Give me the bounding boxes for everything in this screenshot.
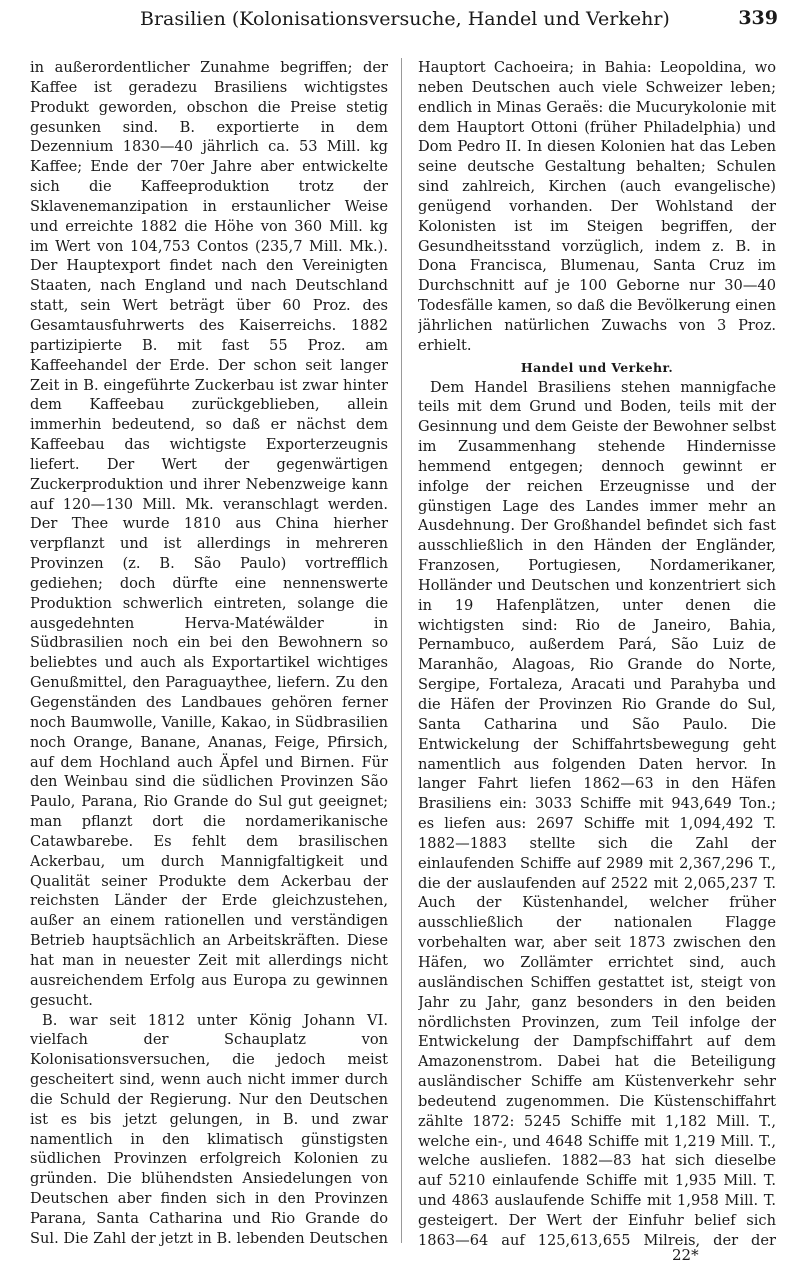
paragraph-coffee-agriculture: in außerordentlicher Zunahme begriffen; der Kaffee ist geradezu Brasiliens wichtigstes Produkt geworden, obschon die Preise stetig gesunken sind. B. exportierte in dem Dezennium 1830—40 jährlich ca. 53 Mill. kg Kaffee; Ende der 70er Jahre aber entwickelte sich die Kaffeeproduktion trotz der Sklavenemanzipation in erstaunlicher Weise und erreichte 1882 die Höhe von 360 Mill. kg im Wert von 104,753 Contos (235,7 Mill. Mk.). Der Hauptexport findet nach den Vereinigten Staaten, nach England und nach Deutschland statt, sein Wert beträgt über 60 Proz. des Gesamtausfuhrwerts des Kaiserreichs. 1882 partizipierte B. mit fast 55 Proz. am Kaffeehandel der Erde. Der schon seit langer Zeit in B. eingeführte Zuckerbau ist zwar hinter dem Kaffeebau zurückgeblieben, allein immerhin bedeutend, so daß er nächst dem Kaffeebau das wichtigste Exporterzeugnis liefert. Der Wert der gegenwärtigen Zuckerproduktion und ihrer Nebenzweige kann auf 120—130 Mill. Mk. veranschlagt werden. Der Thee wurde 1810 aus China hierher verpflanzt und ist allerdings in mehreren Provinzen (z. B. São Paulo) vortrefflich gediehen; doch dürfte eine nennenswerte Produktion schwerlich eintreten, solange die ausgedehnten Herva-Matéwälder in Südbrasilien noch ein bei den Bewohnern so beliebtes und auch als Exportartikel wichtiges Genußmittel, den Paraguaythee, liefern. Zu den Gegenständen des Landbaues gehören ferner noch Baumwolle, Vanille, Kakao, in Südbrasilien noch Orange, Banane, Ananas, Feige, Pfirsich, auf dem Hochland auch Äpfel und Birnen. Für den Weinbau sind die südlichen Provinzen São Paulo, Parana, Rio Grande do Sul gut geeignet; man pflanzt dort die nordamerikanische Catawbarebe. Es fehlt dem brasilischen Ackerbau, um durch Mannigfaltigkeit und Qualität seiner Produkte dem Ackerbau der reichsten Länder der Erde gleichzustehen, außer an einem rationellen und verständigen Betrieb hauptsächlich an Arbeitskräften. Diese hat man in neuester Zeit mit allerdings nicht ausreichendem Erfolg aus Europa zu gewinnen gesucht. xyxy=(30,59,388,1009)
section-heading-trade: Handel und Verkehr. xyxy=(520,359,674,375)
running-title: Brasilien (Kolonisationsversuche, Handel und Verkehr) xyxy=(140,8,670,30)
column-divider xyxy=(401,58,402,1243)
page-header xyxy=(30,0,778,44)
paragraph-colonies-continued: Hauptort Cachoeira; in Bahia: Leopoldina, wo neben Deutschen auch viele Schweizer leben; endlich in Minas Geraës: die Mucurykolonie mit dem Hauptort Ottoni (früher Philadelphia) und Dom Pedro II. In diesen Kolonien hat das Leben seine deutsche Gestaltung behalten; Schulen sind zahlreich, Kirchen (auch evangelische) genügend vorhanden. Der Wohlstand der Kolonisten ist im Steigen begriffen, der Gesundheitsstand vorzüglich, indem z. B. in Dona Francisca, Blumenau, Santa Cruz im Durchschnitt auf je 100 Geborne nur 30—40 Todesfälle kamen, so daß die Bevölkerung einen jährlichen natürlichen Zuwachs von 3 Proz. erhielt. xyxy=(418,59,776,354)
page-number: 339 xyxy=(738,7,778,29)
paragraph-colonization: B. war seit 1812 unter König Johann VI. vielfach der Schauplatz von Kolonisationsversuchen, die jedoch meist gescheitert sind, wenn auch nicht immer durch die Schuld der Regierung. Nur den Deutschen ist es bis jetzt gelungen, in B. und zwar namentlich in den klimatisch günstigsten südlichen Provinzen erfolgreich Kolonien zu gründen. Die blühendsten Ansiedelungen von Deutschen aber finden sich in den Provinzen Parana, Santa Catharina und Rio Grande do Sul. Die Zahl der jetzt in B. lebenden Deutschen xyxy=(30,1011,388,1247)
right-column xyxy=(418,58,776,1248)
sheet-signature: 22* xyxy=(672,1246,699,1264)
left-column xyxy=(30,58,388,1248)
paragraph-trade: Dem Handel Brasiliens stehen mannigfache teils mit dem Grund und Boden, teils mit der Gesinnung und dem Geiste der Bewohner selbst im Zusammenhang stehende Hindernisse hemmend entgegen; dennoch gewinnt er infolge der reichen Erzeugnisse und der günstigen Lage des Landes immer mehr an Ausdehnung. Der Großhandel befindet sich fast ausschließlich in den Händen der Engländer, Franzosen, Portugiesen, Nordamerikaner, Holländer und Deutschen und konzentriert sich in 19 Hafenplätzen, unter denen die wichtigsten sind: Rio de Janeiro, Bahia, Pernambuco, außerdem Pará, São Luiz de Maranhão, Alagoas, Rio Grande do Norte, Sergipe, Fortaleza, Aracati und Parahyba und die Häfen der Provinzen Rio Grande do Sul, Santa Catharina und São Paulo. Die Entwickelung der Schiffahrtsbewegung geht namentlich aus folgenden Daten hervor. In langer Fahrt liefen 1862—63 in den Häfen Brasiliens ein: 3033 Schiffe mit 943,649 Ton.; es liefen aus: 2697 Schiffe mit 1,094,492 T. 1882—1883 stellte sich die Zahl der einlaufenden Schiffe auf 2989 mit 2,367,296 T., die der auslaufenden auf 2522 mit 2,065,237 T. Auch der Küstenhandel, welcher früher ausschließlich der nationalen Flagge vorbehalten war, aber seit 1873 zwischen den Häfen, wo Zollämter errichtet sind, auch ausländischen Schiffen gestattet ist, steigt von Jahr zu Jahr, ganz besonders in den beiden nördlichsten Provinzen, zum Teil infolge der Entwickelung der Dampfschiffahrt auf dem Amazonenstrom. Dabei hat die Beteiligung ausländischer Schiffe am Küstenverkehr sehr bedeutend zugenommen. Die Küstenschiffahrt zählte 1872: 5245 Schiffe mit 1,182 Mill. T., welche ein-, und 4648 Schiffe mit 1,219 Mill. T., welche ausliefen. 1882—83 hat sich dieselbe auf 5210 einlaufende Schiffe mit 1,935 Mill. T. und 4863 auslaufende Schiffe mit 1,958 Mill. T. gesteigert. Der Wert der Einfuhr belief sich 1863—64 auf 125,613,655 Milreis, der der xyxy=(418,378,776,1248)
